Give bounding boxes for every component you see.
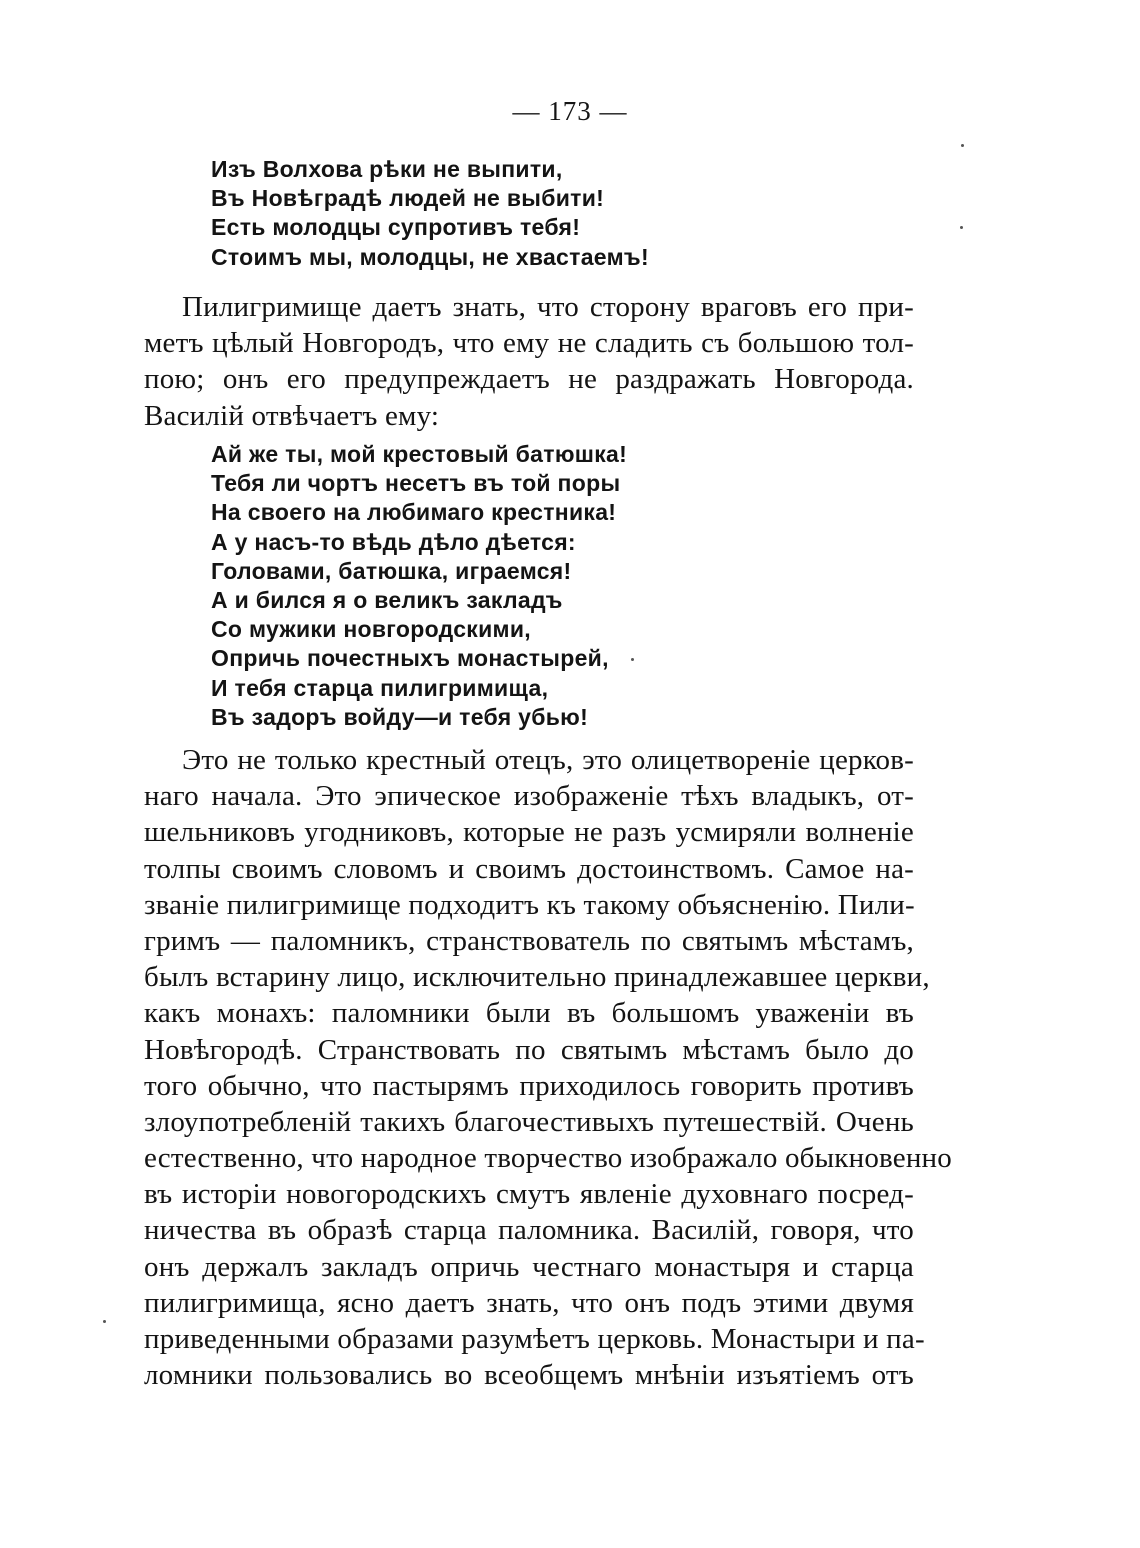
verse-line: А и бился я о великъ закладъ (211, 586, 563, 613)
paragraph-line: ничества въ образѣ старца паломника. Василій, говоря, что (144, 1214, 914, 1247)
paragraph-line: того обычно, что пастырямъ приходилось говорить противъ (144, 1069, 914, 1102)
paragraph-line: ломники пользовались во всеобщемъ мнѣніи изъятіемъ отъ (144, 1359, 914, 1392)
scan-speck (631, 658, 634, 661)
verse-line: Ай же ты, мой крестовый батюшка! (211, 441, 628, 467)
paragraph-1 (144, 289, 914, 434)
paragraph-line: злоупотребленій такихъ благочестивыхъ путешествій. Очень (144, 1105, 914, 1138)
paragraph-line: званіе пилигримище подходитъ къ такому объясненію. Пили- (144, 888, 915, 921)
verse-quote-2 (211, 440, 627, 732)
verse-line: И тебя старца пилигримища, (211, 674, 549, 701)
verse-line: Въ Новѣградѣ людей не выбити! (211, 185, 605, 212)
paragraph-line: пою; онъ его предупреждаетъ не раздражать Новгорода. (144, 363, 914, 396)
verse-line: Со мужики новгородскими, (211, 616, 532, 643)
paragraph-line: толпы своимъ словомъ и своимъ достоинствомъ. Самое на- (144, 852, 914, 885)
scan-speck (103, 1320, 106, 1323)
paragraph-line: былъ встарину лицо, исключительно принадлежавшее церкви, (144, 961, 930, 994)
verse-line: Есть молодцы супротивъ тебя! (211, 214, 581, 241)
paragraph-line: пилигримища, ясно даетъ знать, что онъ подъ этими двумя (144, 1286, 914, 1319)
verse-line: На своего на любимаго крестника! (211, 499, 617, 526)
verse-line: Изъ Волхова рѣки не выпити, (211, 156, 563, 182)
paragraph-line: Василій отвѣчаетъ ему: (144, 399, 440, 432)
paragraph-2 (144, 742, 952, 1393)
verse-line: Тебя ли чортъ несетъ въ той поры (211, 470, 621, 497)
verse-quote-1 (211, 155, 649, 272)
verse-line: А у насъ-то вѣдь дѣло дѣется: (211, 528, 576, 555)
verse-line: Головами, батюшка, играемся! (211, 557, 572, 584)
paragraph-line: Пилигримище даетъ знать, что сторону враговъ его при- (182, 291, 914, 323)
paragraph-line: Это не только крестный отецъ, это олицетвореніе церков- (182, 744, 914, 776)
verse-line: Опричь почестныхъ монастырей, (211, 645, 609, 672)
paragraph-line: шельниковъ угодниковъ, которые не разъ усмиряли волненіе (144, 816, 914, 849)
scan-speck (961, 144, 964, 147)
paragraph-line: естественно, что народное творчество изображало обыкновенно (144, 1142, 952, 1175)
paragraph-line: какъ монахъ: паломники были въ большомъ уваженіи въ (144, 997, 914, 1030)
paragraph-line: Новѣгородѣ. Странствовать по святымъ мѣстамъ было до (144, 1033, 914, 1066)
paragraph-line: метъ цѣлый Новгородъ, что ему не сладить съ большою тол- (144, 327, 914, 360)
paragraph-line: приведенными образами разумѣетъ церковь. Монастыри и па- (144, 1323, 925, 1355)
page-number: — 173 — (512, 96, 628, 126)
verse-line: Стоимъ мы, молодцы, не хвастаемъ! (211, 243, 649, 270)
verse-line: Въ задоръ войду—и тебя убью! (211, 703, 589, 730)
paragraph-line: наго начала. Это эпическое изображеніе тѣхъ владыкъ, от- (144, 780, 914, 813)
paragraph-line: въ исторіи новогородскихъ смутъ явленіе духовнаго посред- (144, 1178, 914, 1211)
paragraph-line: гримъ — паломникъ, странствователь по святымъ мѣстамъ, (144, 924, 914, 957)
scan-speck (960, 226, 963, 229)
paragraph-line: онъ держалъ закладъ опричь честнаго монастыря и старца (144, 1250, 914, 1283)
